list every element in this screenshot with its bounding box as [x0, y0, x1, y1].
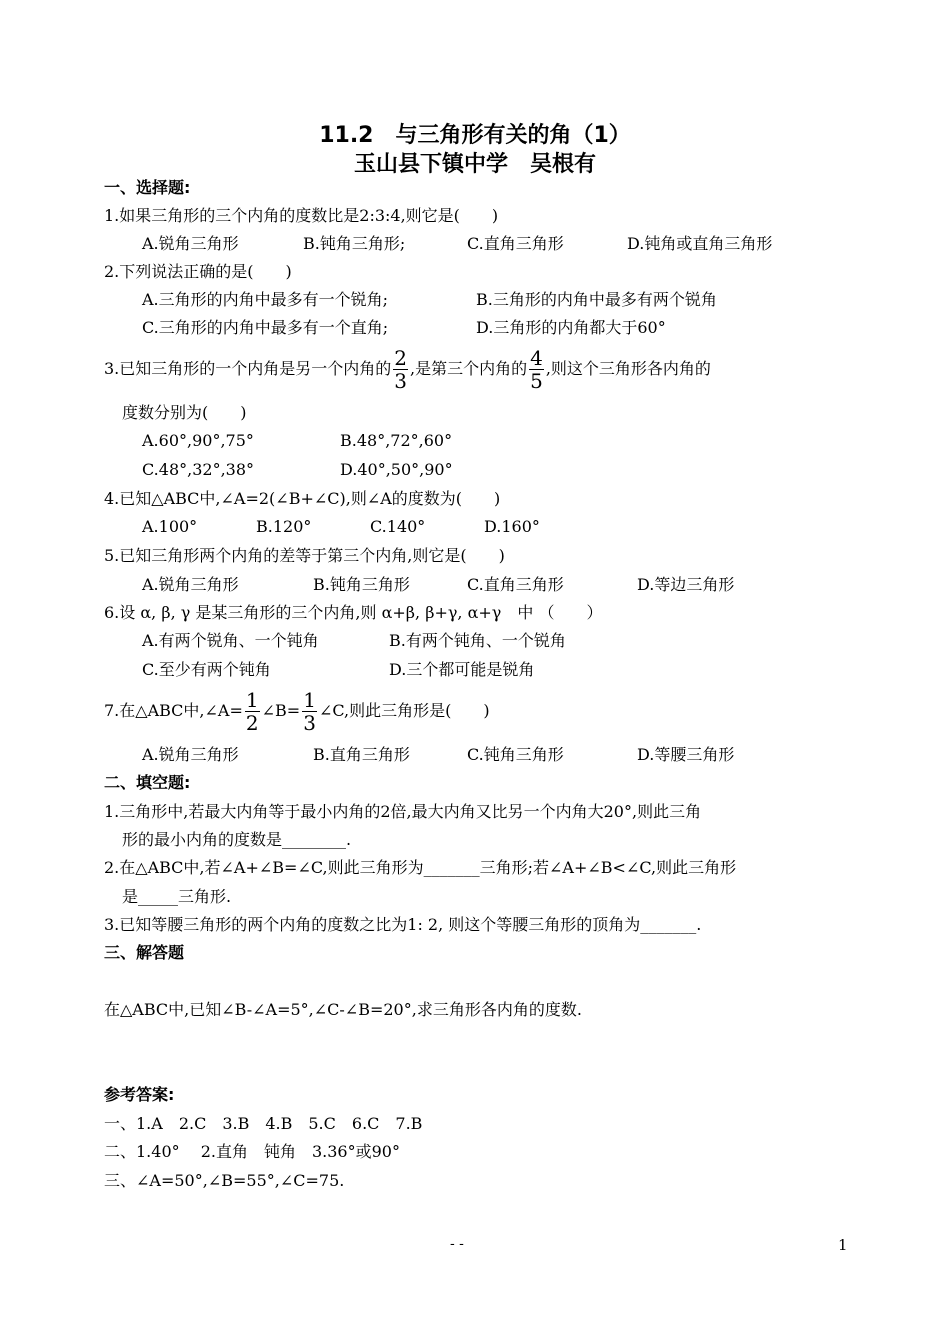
q5-option-d: D.等边三角形 [637, 575, 735, 594]
q3-frac1-numerator: 2 [394, 346, 408, 370]
solve-problem: 在△ABC中,已知∠B-∠A=5°,∠C-∠B=20°,求三角形各内角的度数. [104, 1000, 582, 1019]
q3-text-a: 3.已知三角形的一个内角是另一个内角的 [104, 359, 392, 378]
q1-option-c: C.直角三角形 [467, 234, 564, 253]
q5-option-a: A.锐角三角形 [142, 575, 239, 594]
q3-frac2-numerator: 4 [530, 346, 543, 370]
section3-heading: 三、解答题 [104, 943, 185, 962]
q7-fraction-2 [302, 689, 317, 734]
q2-option-a: A.三角形的内角中最多有一个锐角; [142, 290, 389, 309]
section2-heading: 二、填空题: [104, 773, 191, 792]
fill-question-2-cont: 是_____三角形. [122, 887, 232, 906]
q6-option-b: B.有两个钝角、一个锐角 [389, 631, 566, 650]
q2-option-d: D.三角形的内角都大于60° [476, 318, 666, 337]
q3-fraction-2 [529, 347, 544, 392]
q6-option-d: D.三个都可能是锐角 [389, 660, 535, 679]
q3-fraction-1 [393, 347, 408, 392]
q4-option-c: C.140° [370, 517, 426, 536]
q3-frac1-denominator: 3 [394, 369, 408, 393]
answers-heading: 参考答案: [104, 1085, 175, 1104]
q7-text-a: 7.在△ABC中,∠A= [104, 701, 243, 720]
q7-frac2-denominator: 3 [303, 711, 316, 735]
q4-option-b: B.120° [256, 517, 312, 536]
q7-frac1-denominator: 2 [245, 711, 259, 735]
answers-line-1: 一、1.A 2.C 3.B 4.B 5.C 6.C 7.B [104, 1114, 423, 1133]
q7-option-a: A.锐角三角形 [142, 745, 239, 764]
q5-option-c: C.直角三角形 [467, 575, 564, 594]
q7-option-b: B.直角三角形 [313, 745, 410, 764]
page-title: 11.2 与三角形有关的角（1） [319, 123, 631, 148]
q7-option-c: C.钝角三角形 [467, 745, 564, 764]
q3-frac2-denominator: 5 [530, 369, 543, 393]
question-2: 2.下列说法正确的是( ) [104, 262, 292, 281]
q3-text-b: ,是第三个内角的 [410, 359, 528, 378]
q4-option-d: D.160° [484, 517, 540, 536]
q3-text-continued: 度数分别为( ) [122, 403, 247, 422]
question-5: 5.已知三角形两个内角的差等于第三个内角,则它是( ) [104, 546, 505, 565]
fill-question-2: 2.在△ABC中,若∠A+∠B=∠C,则此三角形为_______三角形;若∠A+∠B<∠C,则此三角形 [104, 858, 737, 877]
question-3 [104, 346, 711, 392]
q7-option-d: D.等腰三角形 [637, 745, 735, 764]
q7-frac1-numerator: 1 [245, 688, 259, 712]
q2-option-b: B.三角形的内角中最多有两个锐角 [476, 290, 717, 309]
question-1: 1.如果三角形的三个内角的度数比是2:3:4,则它是( ) [104, 206, 499, 225]
question-4: 4.已知△ABC中,∠A=2(∠B+∠C),则∠A的度数为( ) [104, 489, 501, 508]
fill-question-3: 3.已知等腰三角形的两个内角的度数之比为1: 2, 则这个等腰三角形的顶角为_______. [104, 915, 702, 934]
footer-center: - - [450, 1236, 464, 1252]
q1-option-d: D.钝角或直角三角形 [627, 234, 773, 253]
section1-heading: 一、选择题: [104, 178, 191, 197]
q3-option-b: B.48°,72°,60° [340, 431, 453, 450]
q1-option-a: A.锐角三角形 [142, 234, 239, 253]
q7-text-c: ∠C,则此三角形是( ) [318, 701, 490, 720]
page-number: 1 [838, 1236, 848, 1254]
answers-line-3: 三、∠A=50°,∠B=55°,∠C=75. [104, 1171, 345, 1190]
q3-option-c: C.48°,32°,38° [142, 460, 255, 479]
fill-question-1: 1.三角形中,若最大内角等于最小内角的2倍,最大内角又比另一个内角大20°,则此三角 [104, 802, 702, 821]
q1-option-b: B.钝角三角形; [303, 234, 406, 253]
question-6: 6.设 α, β, γ 是某三角形的三个内角,则 α+β, β+γ, α+γ 中 （ ） [104, 603, 603, 622]
question-7 [104, 688, 490, 734]
q7-text-b: ∠B= [261, 701, 301, 720]
q7-fraction-1 [245, 689, 260, 734]
fill-question-1-cont: 形的最小内角的度数是________. [122, 830, 352, 849]
q3-option-a: A.60°,90°,75° [142, 431, 254, 450]
q5-option-b: B.钝角三角形 [313, 575, 410, 594]
q4-option-a: A.100° [142, 517, 198, 536]
q2-option-c: C.三角形的内角中最多有一个直角; [142, 318, 389, 337]
q6-option-c: C.至少有两个钝角 [142, 660, 271, 679]
q7-frac2-numerator: 1 [303, 688, 316, 712]
q3-text-c: ,则这个三角形各内角的 [545, 359, 711, 378]
answers-line-2: 二、1.40° 2.直角 钝角 3.36°或90° [104, 1142, 400, 1161]
q3-option-d: D.40°,50°,90° [340, 460, 453, 479]
q6-option-a: A.有两个锐角、一个钝角 [142, 631, 319, 650]
author-line: 玉山县下镇中学 吴根有 [353, 152, 596, 177]
